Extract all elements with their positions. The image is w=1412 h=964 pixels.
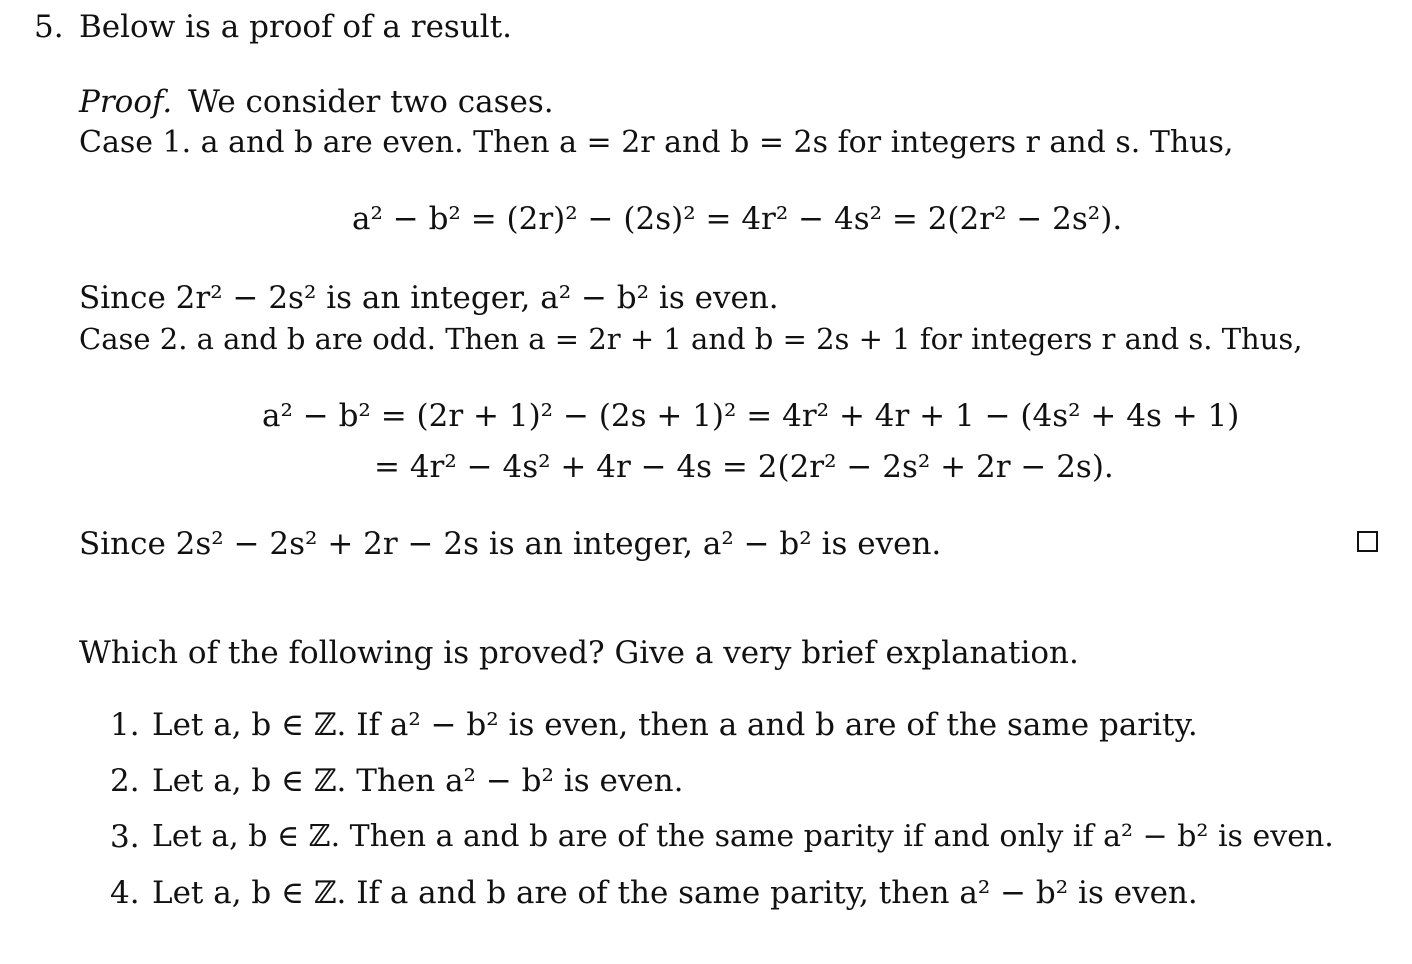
case1-statement: Case 1. a and b are even. Then a = 2r and b = 2s for integers r and s. Thus, [79,125,1234,160]
proof-label: Proof. [79,84,173,120]
case2-conclusion: Since 2s² − 2s² + 2r − 2s is an integer, a² − b² is even. [79,526,942,562]
case1-conclusion: Since 2r² − 2s² is an integer, a² − b² is even. [79,280,779,316]
case1-equation: a² − b² = (2r)² − (2s)² = 4r² − 4s² = 2(2r² − 2s²). [352,201,1123,237]
problem-number: 5. [34,9,64,45]
option-number: 4. [110,875,140,911]
case2-equation-line2: = 4r² − 4s² + 4r − 4s = 2(2r² − 2s² + 2r − 2s). [374,449,1114,485]
option-text: Let a, b ∈ ℤ. If a and b are of the same parity, then a² − b² is even. [152,875,1198,911]
case2-equation-line1: a² − b² = (2r + 1)² − (2s + 1)² = 4r² + 4r + 1 − (4s² + 4s + 1) [262,398,1240,434]
qed-box-icon [1357,531,1378,552]
option-number: 1. [110,707,140,743]
option-text: Let a, b ∈ ℤ. Then a² − b² is even. [152,763,684,799]
problem-intro: Below is a proof of a result. [79,9,513,45]
option-number: 3. [110,819,140,855]
proof-opening: We consider two cases. [188,84,554,120]
option-number: 2. [110,763,140,799]
option-text: Let a, b ∈ ℤ. If a² − b² is even, then a and b are of the same parity. [152,707,1198,743]
option-text: Let a, b ∈ ℤ. Then a and b are of the same parity if and only if a² − b² is even. [152,819,1334,854]
case2-statement: Case 2. a and b are odd. Then a = 2r + 1 and b = 2s + 1 for integers r and s. Thus, [79,322,1303,356]
question-text: Which of the following is proved? Give a very brief explanation. [79,635,1079,671]
